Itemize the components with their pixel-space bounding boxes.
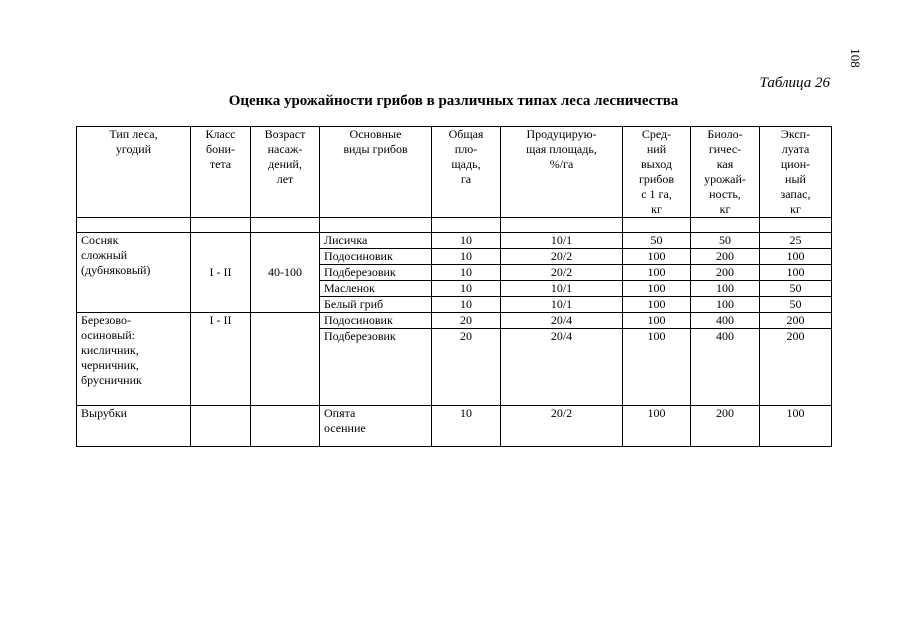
species-cell: Лисичка bbox=[320, 233, 432, 249]
bio-cell: 200 bbox=[691, 249, 760, 265]
area-cell: 10 bbox=[432, 297, 501, 313]
stock-cell: 100 bbox=[760, 406, 832, 447]
productive-cell: 20/2 bbox=[501, 265, 623, 281]
stock-cell: 50 bbox=[760, 297, 832, 313]
area-cell: 10 bbox=[432, 233, 501, 249]
age-cell: 40-100 bbox=[251, 233, 320, 313]
productive-cell: 20/4 bbox=[501, 329, 623, 406]
bio-cell: 200 bbox=[691, 406, 760, 447]
area-cell: 20 bbox=[432, 329, 501, 406]
stock-cell: 200 bbox=[760, 329, 832, 406]
table-label: Таблица 26 bbox=[759, 75, 830, 91]
species-cell: Подберезовик bbox=[320, 265, 432, 281]
area-cell: 10 bbox=[432, 249, 501, 265]
class-cell: I - II bbox=[191, 313, 251, 406]
stock-cell: 50 bbox=[760, 281, 832, 297]
yield-cell: 100 bbox=[623, 249, 691, 265]
header-area: Общая пло- щадь, га bbox=[432, 127, 501, 218]
class-cell: I - II bbox=[191, 233, 251, 313]
species-cell: Подберезовик bbox=[320, 329, 432, 406]
yield-cell: 100 bbox=[623, 265, 691, 281]
forest-type-cell: Вырубки bbox=[77, 406, 191, 447]
bio-cell: 100 bbox=[691, 297, 760, 313]
yield-cell: 100 bbox=[623, 406, 691, 447]
area-cell: 10 bbox=[432, 281, 501, 297]
species-cell: Опята осенние bbox=[320, 406, 432, 447]
mushroom-yield-table bbox=[76, 126, 832, 447]
bio-cell: 50 bbox=[691, 233, 760, 249]
forest-type-cell: Березово- осиновый: кисличник, черничник, брусничник bbox=[77, 313, 191, 406]
bio-cell: 400 bbox=[691, 313, 760, 329]
productive-cell: 20/2 bbox=[501, 249, 623, 265]
table-row bbox=[77, 406, 832, 447]
table-row bbox=[77, 313, 832, 329]
species-cell: Белый гриб bbox=[320, 297, 432, 313]
productive-cell: 20/4 bbox=[501, 313, 623, 329]
header-species: Основные виды грибов bbox=[320, 127, 432, 218]
yield-cell: 50 bbox=[623, 233, 691, 249]
yield-cell: 100 bbox=[623, 281, 691, 297]
bio-cell: 200 bbox=[691, 265, 760, 281]
spacer-row bbox=[77, 218, 832, 233]
header-productive: Продуцирую- щая площадь, %/га bbox=[501, 127, 623, 218]
bio-cell: 400 bbox=[691, 329, 760, 406]
header-bio-yield: Биоло- гичес- кая урожай- ность, кг bbox=[691, 127, 760, 218]
forest-type-cell: Сосняк сложный (дубняковый) bbox=[77, 233, 191, 313]
age-cell bbox=[251, 406, 320, 447]
age-cell bbox=[251, 313, 320, 406]
productive-cell: 10/1 bbox=[501, 233, 623, 249]
stock-cell: 100 bbox=[760, 265, 832, 281]
productive-cell: 10/1 bbox=[501, 281, 623, 297]
class-cell bbox=[191, 406, 251, 447]
productive-cell: 10/1 bbox=[501, 297, 623, 313]
header-class: Класс бони- тета bbox=[191, 127, 251, 218]
yield-cell: 100 bbox=[623, 297, 691, 313]
species-cell: Масленок bbox=[320, 281, 432, 297]
area-cell: 10 bbox=[432, 406, 501, 447]
header-yield: Сред- ний выход грибов с 1 га, кг bbox=[623, 127, 691, 218]
header-row bbox=[77, 127, 832, 218]
species-cell: Подосиновик bbox=[320, 313, 432, 329]
header-stock: Эксп- луата цион- ный запас, кг bbox=[760, 127, 832, 218]
stock-cell: 100 bbox=[760, 249, 832, 265]
yield-cell: 100 bbox=[623, 313, 691, 329]
area-cell: 10 bbox=[432, 265, 501, 281]
productive-cell: 20/2 bbox=[501, 406, 623, 447]
stock-cell: 25 bbox=[760, 233, 832, 249]
area-cell: 20 bbox=[432, 313, 501, 329]
bio-cell: 100 bbox=[691, 281, 760, 297]
header-forest-type: Тип леса, угодий bbox=[77, 127, 191, 218]
header-age: Возраст насаж- дений, лет bbox=[251, 127, 320, 218]
table-row bbox=[77, 233, 832, 249]
species-cell: Подосиновик bbox=[320, 249, 432, 265]
stock-cell: 200 bbox=[760, 313, 832, 329]
page-number: 108 bbox=[848, 48, 863, 68]
document-title: Оценка урожайности грибов в различных типах леса лесничества bbox=[228, 93, 679, 109]
yield-cell: 100 bbox=[623, 329, 691, 406]
